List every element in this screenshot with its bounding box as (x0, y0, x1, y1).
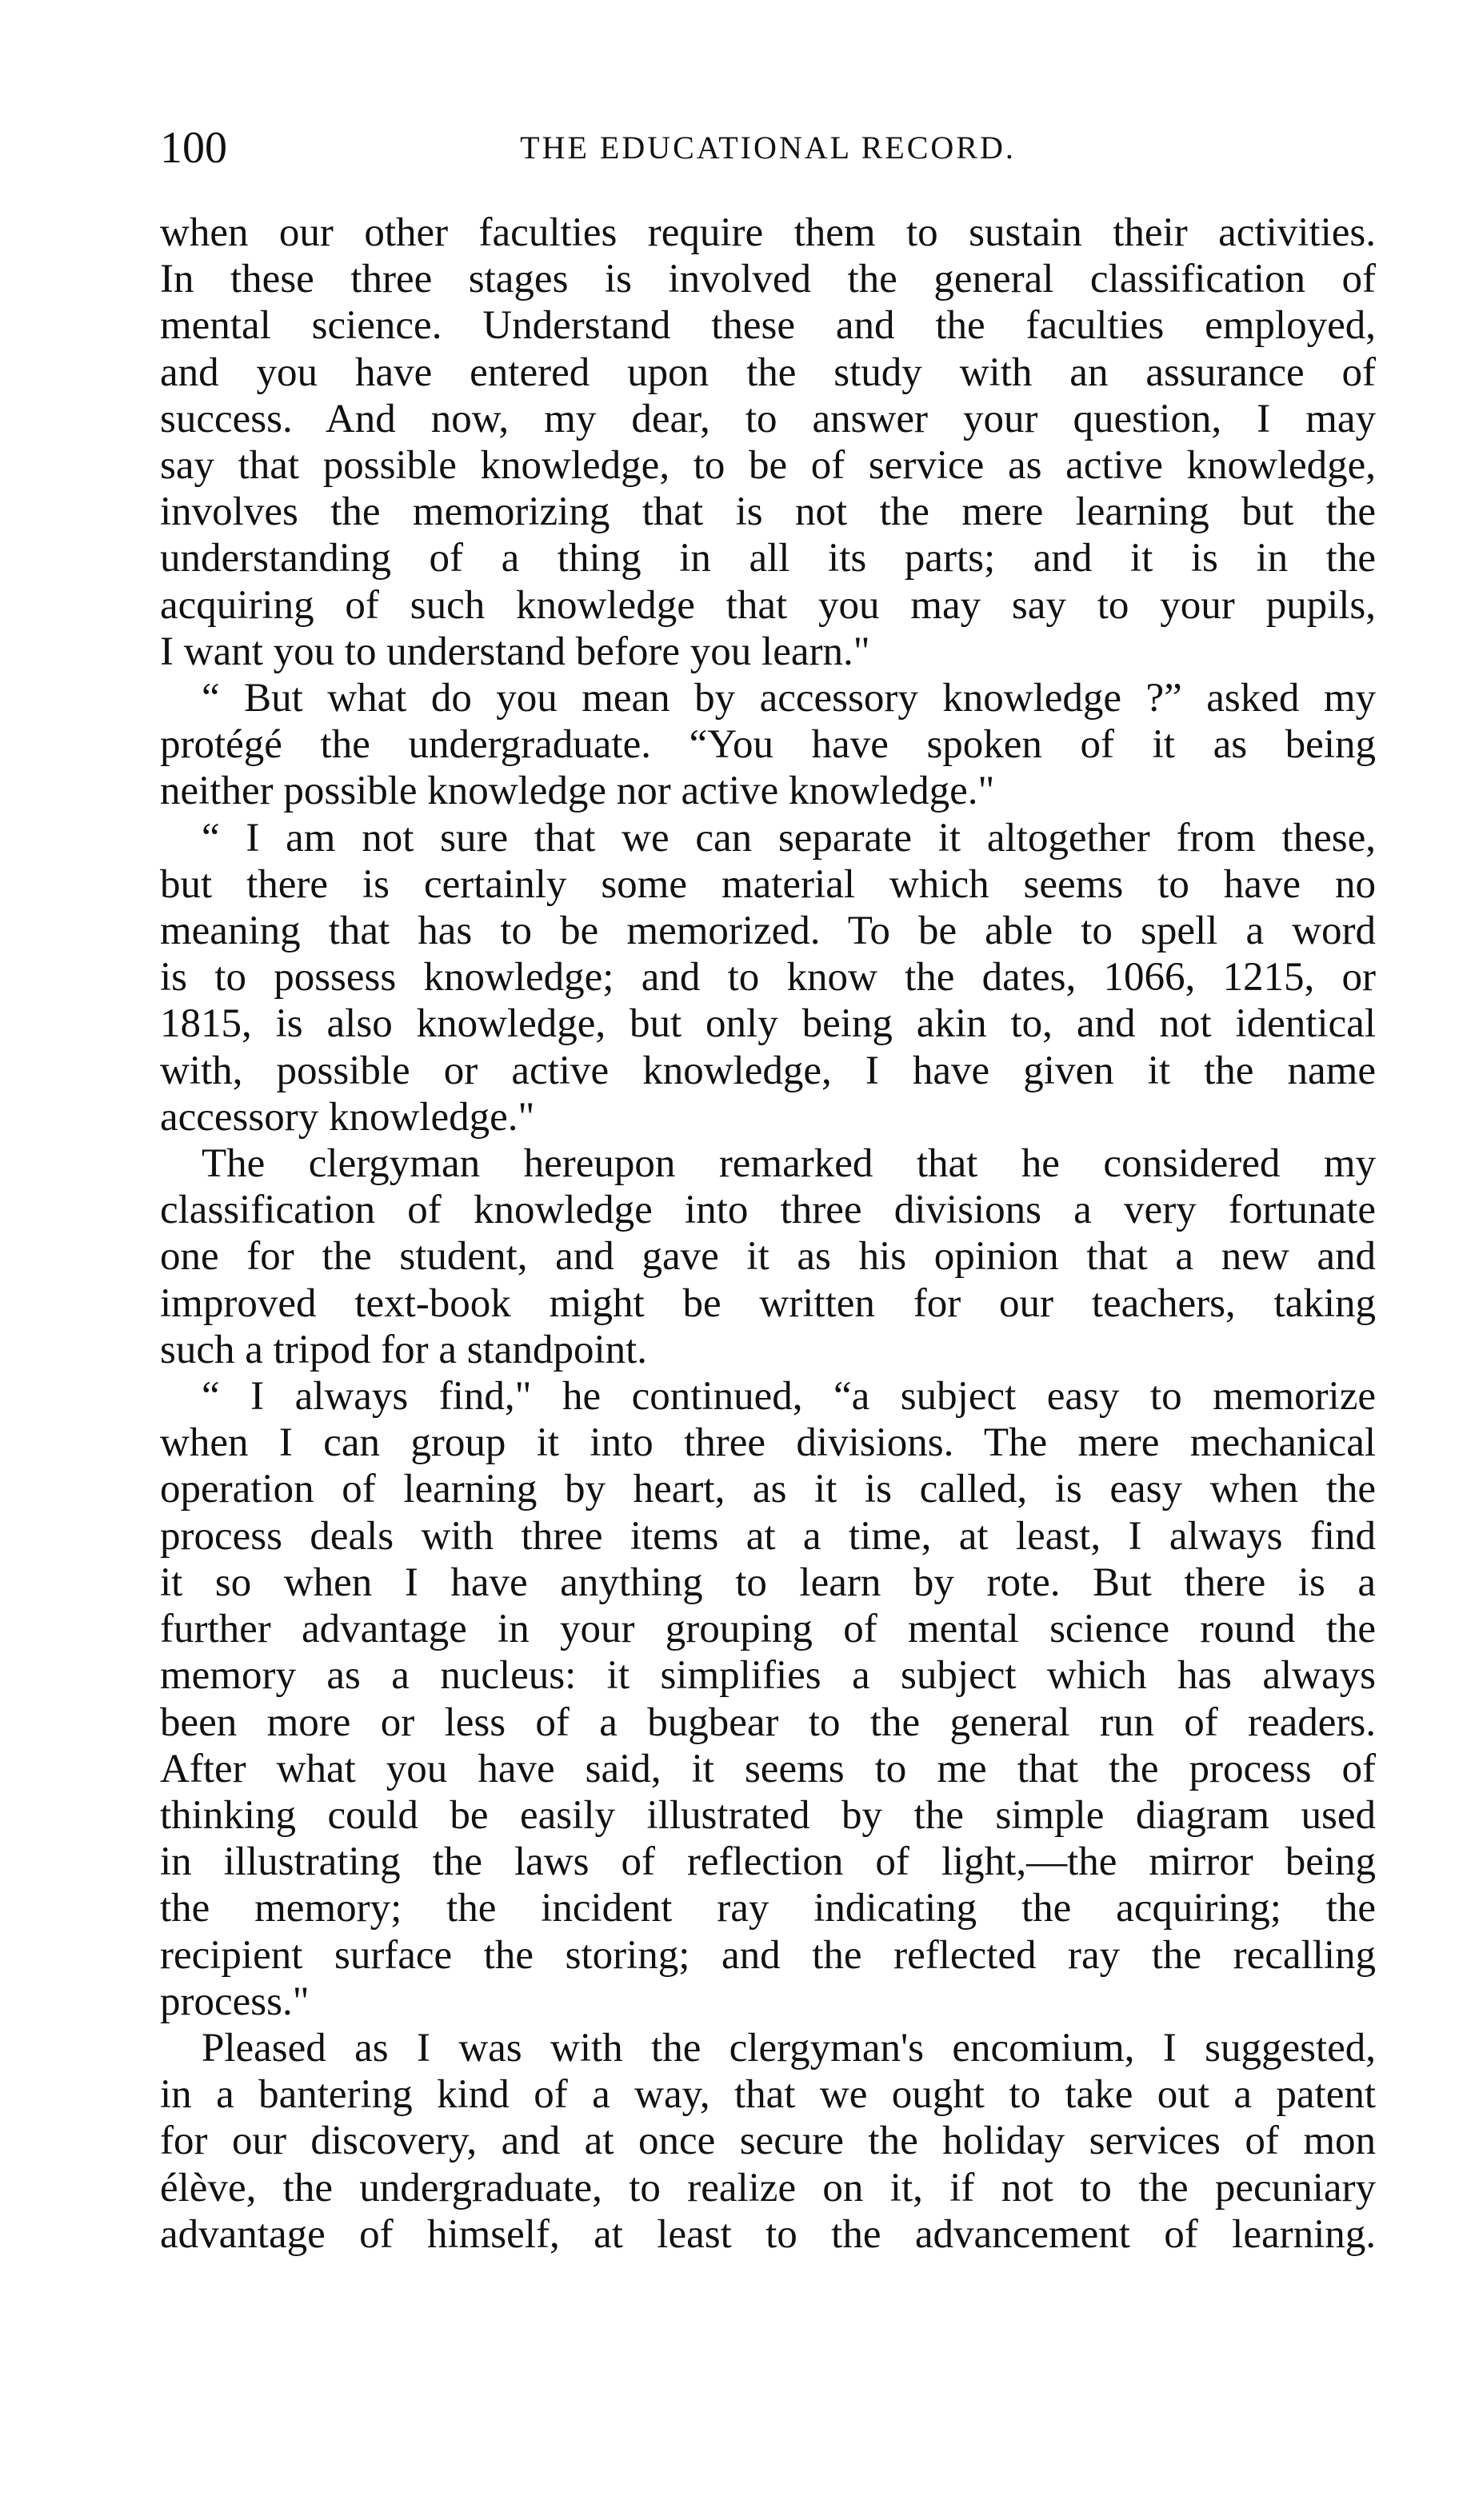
text-line: thinking could be easily illustrated by the simple diagram used (160, 1792, 1376, 1838)
text-line: it so when I have anything to learn by rote. But there is a (160, 1560, 1376, 1605)
text-line: success. And now, my dear, to answer your question, I may (160, 396, 1376, 441)
text-line: neither possible knowledge nor active knowledge." (160, 769, 995, 814)
text-line: Pleased as I was with the clergyman's encomium, I suggested, (202, 2025, 1376, 2071)
text-line: the memory; the incident ray indicating the acquiring; the (160, 1886, 1376, 1931)
text-line: After what you have said, it seems to me that the process of (160, 1746, 1376, 1791)
text-line: been more or less of a bugbear to the general run of readers. (160, 1699, 1376, 1745)
page-header (160, 120, 1376, 176)
text-line: memory as a nucleus: it simplifies a subject which has always (160, 1653, 1376, 1699)
text-line: In these three stages is involved the general classification of (160, 257, 1376, 302)
text-line: in illustrating the laws of reflection of light,—the mirror being (160, 1839, 1376, 1885)
page-number: 100 (160, 123, 227, 173)
text-line: process." (160, 1979, 310, 2024)
text-line: 1815, is also knowledge, but only being akin to, and not identical (160, 1001, 1376, 1047)
text-line: “ But what do you mean by accessory knowledge ?” asked my (202, 676, 1376, 721)
text-line: when our other faculties require them to sustain their activities. (160, 210, 1376, 255)
text-line: in a bantering kind of a way, that we ought to take out a patent (160, 2072, 1376, 2118)
text-line: is to possess knowledge; and to know the dates, 1066, 1215, or (160, 955, 1376, 1000)
text-line: acquiring of such knowledge that you may say to your pupils, (160, 582, 1376, 628)
text-line: but there is certainly some material which seems to have no (160, 861, 1376, 907)
text-line: “ I am not sure that we can separate it altogether from these, (202, 815, 1376, 861)
page-body-text (160, 210, 1376, 2258)
text-line: process deals with three items at a time, at least, I always find (160, 1513, 1376, 1559)
text-line: I want you to understand before you learn." (160, 629, 870, 674)
text-line: meaning that has to be memorized. To be able to spell a word (160, 909, 1376, 954)
text-line: one for the student, and gave it as his opinion that a new and (160, 1234, 1376, 1280)
text-line: improved text-book might be written for our teachers, taking (160, 1280, 1376, 1326)
text-line: for our discovery, and at once secure the holiday services of mon (160, 2119, 1376, 2164)
running-head: THE EDUCATIONAL RECORD. (520, 130, 1016, 166)
text-line: advantage of himself, at least to the advancement of learning. (160, 2211, 1376, 2257)
text-line: The clergyman hereupon remarked that he considered my (202, 1141, 1376, 1187)
text-line: operation of learning by heart, as it is called, is easy when the (160, 1467, 1376, 1512)
text-line: mental science. Understand these and the faculties employed, (160, 303, 1376, 349)
text-line: classification of knowledge into three divisions a very fortunate (160, 1188, 1376, 1233)
text-line: protégé the undergraduate. “You have spoken of it as being (160, 722, 1376, 768)
text-line: recipient surface the storing; and the reflected ray the recalling (160, 1932, 1376, 1978)
text-line: say that possible knowledge, to be of service as active knowledge, (160, 443, 1376, 489)
text-line: further advantage in your grouping of mental science round the (160, 1607, 1376, 1652)
text-line: élève, the undergraduate, to realize on it, if not to the pecuniary (160, 2165, 1376, 2210)
text-line: involves the memorizing that is not the mere learning but the (160, 489, 1376, 535)
text-line: understanding of a thing in all its parts; and it is in the (160, 536, 1376, 581)
text-line: such a tripod for a standpoint. (160, 1327, 648, 1372)
text-line: with, possible or active knowledge, I have given it the name (160, 1048, 1376, 1093)
text-line: “ I always find," he continued, “a subject easy to memorize (202, 1374, 1376, 1420)
text-line: and you have entered upon the study with an assurance of (160, 349, 1376, 395)
text-line: accessory knowledge." (160, 1094, 535, 1140)
text-line: when I can group it into three divisions. The mere mechanical (160, 1420, 1376, 1466)
